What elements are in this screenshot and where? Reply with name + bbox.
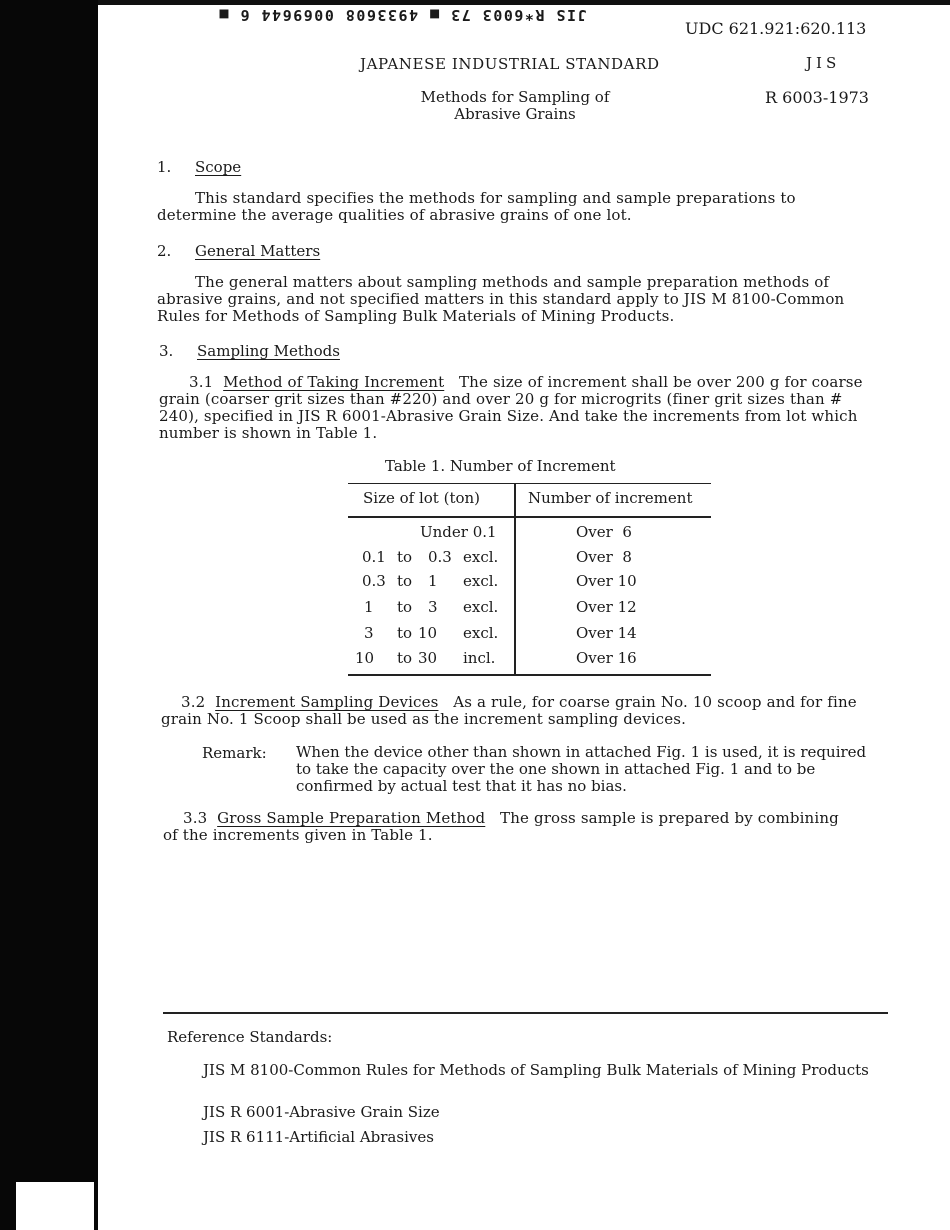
section-body: This standard specifies the methods for sampling and sample preparations to determine the average qualities of abrasive grains of one lot. — [157, 189, 796, 224]
table-cell-count: Over 8 — [576, 548, 632, 566]
table-cell-qualifier: excl. — [463, 548, 499, 566]
table-1-caption: Table 1. Number of Increment — [385, 457, 616, 475]
table-cell-to: 1 — [428, 572, 438, 590]
table-cell-count: Over 10 — [576, 572, 637, 590]
table-cell-to: 0.3 — [428, 548, 452, 566]
section-3-1-text — [159, 374, 871, 442]
table-rule-header — [348, 516, 711, 518]
section-number: 2. — [157, 242, 172, 260]
section-number: 1. — [157, 158, 172, 176]
table-cell-from: 0.1 — [362, 548, 386, 566]
jis-mark: JIS — [806, 54, 841, 72]
table-rule-vertical — [514, 483, 516, 676]
reference-item: JIS R 6001-Abrasive Grain Size — [203, 1103, 440, 1121]
section-title: Scope — [195, 158, 242, 176]
subsection-title: Increment Sampling Devices — [215, 693, 439, 711]
subsection-number: 3.2 — [181, 693, 206, 711]
section-1-heading — [157, 158, 241, 176]
table-cell-to: 30 — [418, 649, 438, 667]
reference-item — [203, 1062, 873, 1079]
document-subtitle — [400, 89, 630, 123]
subsection-body: The size of increment shall be over 200 g for coarse grain (coarser grit sizes than #220) and over 20 g for microgrits (finer grit sizes than # 240), specified in JIS R 6001-Abrasive Grain Size. And take the increments from lot which number is shown in Table 1. — [159, 373, 863, 442]
table-cell-from: 3 — [364, 624, 374, 642]
catalog-code-line: JIS R*6003 73 ■ 4933608 0069644 6 ■ — [218, 6, 587, 24]
section-title: Sampling Methods — [197, 342, 340, 360]
table-cell-to-word: to — [397, 572, 413, 590]
table-cell-from: 10 — [355, 649, 375, 667]
subsection-body: The gross sample is prepared by combining of the increments given in Table 1. — [163, 809, 839, 844]
section-3-3-text — [163, 810, 843, 844]
section-title: General Matters — [195, 242, 321, 260]
table-cell-to: 3 — [428, 598, 438, 616]
table-cell-to-word: to — [397, 624, 413, 642]
table-cell-to-word: to — [397, 649, 413, 667]
subsection-title: Method of Taking Increment — [223, 373, 445, 391]
reference-text: JIS M 8100-Common Rules for Methods of Sampling Bulk Materials of Mining Products — [203, 1061, 869, 1079]
section-number: 3. — [159, 342, 174, 360]
table-cell-to: 10 — [418, 624, 438, 642]
section-3-heading — [159, 342, 340, 360]
table-cell-to-word: to — [397, 548, 413, 566]
reference-item: JIS R 6111-Artificial Abrasives — [203, 1128, 434, 1146]
remark-text: When the device other than shown in attached Fig. 1 is used, it is required to take the capacity over the one shown in attached Fig. 1 and to be confirmed by actual test that it has no bias. — [296, 743, 867, 795]
table-cell-count: Over 14 — [576, 624, 637, 642]
section-3-2-text — [161, 694, 873, 728]
standard-title: JAPANESE INDUSTRIAL STANDARD — [360, 55, 660, 73]
reference-heading: Reference Standards: — [167, 1028, 333, 1046]
table-header-increment-count: Number of increment — [528, 489, 693, 507]
table-header-lot-size: Size of lot (ton) — [363, 489, 481, 507]
table-cell-count: Over 12 — [576, 598, 637, 616]
table-cell-qualifier: excl. — [463, 598, 499, 616]
subtitle-line-1: Methods for Sampling of — [420, 88, 610, 106]
subsection-number: 3.3 — [183, 809, 208, 827]
table-cell-qualifier: excl. — [463, 624, 499, 642]
subsection-title: Gross Sample Preparation Method — [217, 809, 486, 827]
table-rule-top — [348, 483, 711, 484]
subsection-body: As a rule, for coarse grain No. 10 scoop and for fine grain No. 1 Scoop shall be used as the increment sampling devices. — [161, 693, 857, 728]
table-rule-bottom — [348, 674, 711, 676]
table-cell-count: Over 6 — [576, 523, 632, 541]
table-cell-lot-size: Under 0.1 — [420, 523, 497, 541]
reference-divider — [163, 1012, 888, 1014]
table-cell-from: 1 — [364, 598, 374, 616]
subtitle-line-2: Abrasive Grains — [454, 105, 576, 123]
table-cell-from: 0.3 — [362, 572, 386, 590]
section-2-heading — [157, 242, 320, 260]
section-body: The general matters about sampling methods and sample preparation methods of abrasive grains, and not specified matters in this standard apply to JIS M 8100-Common Rules for Methods of Sampling Bulk Materials of Mining Products. — [157, 273, 845, 325]
section-2-text — [157, 274, 875, 325]
table-cell-count: Over 16 — [576, 649, 637, 667]
subsection-number: 3.1 — [189, 373, 214, 391]
section-1-text — [157, 190, 857, 224]
table-cell-qualifier: excl. — [463, 572, 499, 590]
standard-number: R 6003-1973 — [765, 88, 869, 107]
udc-number: UDC 621.921:620.113 — [685, 19, 867, 38]
remark-label: Remark: — [202, 744, 267, 762]
table-cell-to-word: to — [397, 598, 413, 616]
table-cell-qualifier: incl. — [463, 649, 496, 667]
